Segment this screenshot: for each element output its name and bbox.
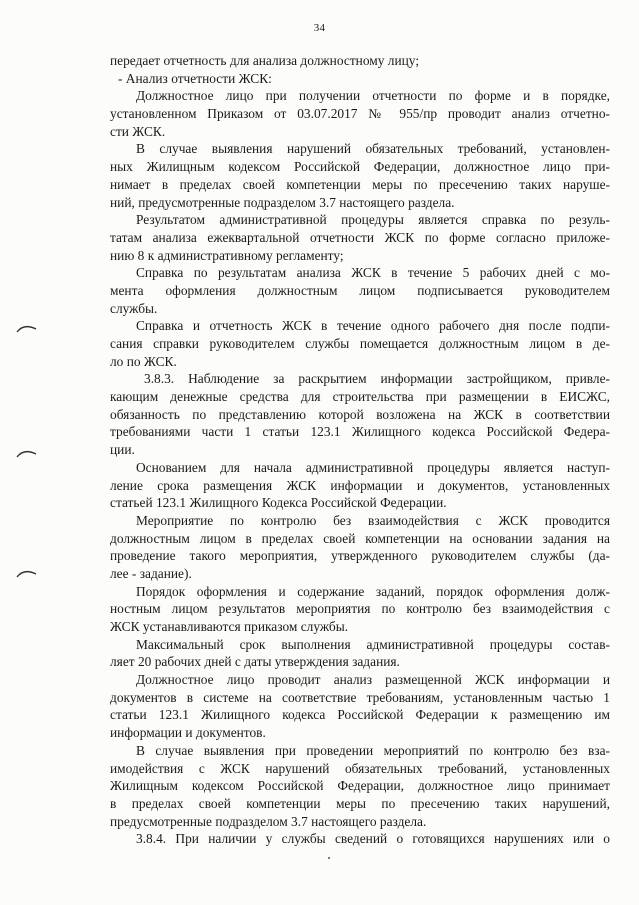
text-line: должностным лицом в пределах своей компетенции на основании задания на xyxy=(110,530,610,546)
text-line: татам анализа ежеквартальной отчетности ЖСК по форме согласно приложе- xyxy=(110,229,610,245)
text-line: ции. xyxy=(110,442,135,458)
text-line: ЖСК устанавливаются приказом службы. xyxy=(110,619,349,634)
text-line: службы. xyxy=(110,300,158,316)
text-line: ностным лицом результатов мероприятия по контролю без взаимодействия с xyxy=(110,601,610,617)
text-line: Должностное лицо при получении отчетности по форме и в порядке, xyxy=(136,88,610,104)
text-line: сти ЖСК. xyxy=(110,123,166,139)
text-line: ний, предусмотренные подразделом 3.7 настоящего раздела. xyxy=(110,194,455,210)
text-line: ление срока размещения ЖСК информации и документов, установленных xyxy=(110,477,610,493)
text-line: Результатом административной процедуры является справка по резуль- xyxy=(136,212,610,228)
page-number: 34 xyxy=(313,22,326,34)
text-line: кающим денежные средства для строительства при размещении в ЕИСЖС, xyxy=(110,389,610,405)
text-line: Максимальный срок выполнения административной процедуры состав- xyxy=(136,636,610,652)
text-line: документов в системе на соответствие требованиям, установленным частью 1 xyxy=(110,689,610,705)
text-line: ных Жилищным кодексом Российской Федерации, должностное лицо при- xyxy=(110,159,610,175)
text-line: ляет 20 рабочих дней с даты утверждения задания. xyxy=(110,654,400,670)
text-line: требованиями части 1 статьи 123.1 Жилищного кодекса Российской Федера- xyxy=(110,424,610,440)
text-line: передает отчетность для анализа должностному лицу; xyxy=(110,53,420,68)
punch-hole-mark xyxy=(16,567,38,579)
text-line: Основанием для начала административной процедуры является наступ- xyxy=(136,459,610,475)
text-line: - Анализ отчетности ЖСК: xyxy=(118,70,272,86)
text-line: В случае выявления нарушений обязательных требований, установлен- xyxy=(136,141,610,157)
text-line: предусмотренные подразделом 3.7 настоящего раздела. xyxy=(110,813,427,829)
text-line: Мероприятие по контролю без взаимодействия с ЖСК проводится xyxy=(136,512,610,528)
text-line: в пределах своей компетенции меры по пресечению таких нарушений, xyxy=(110,795,610,811)
text-line: Жилищным кодексом Российской Федерации, должностное лицо принимает xyxy=(110,778,610,794)
punch-hole-mark xyxy=(16,447,38,459)
text-line: Справка по результатам анализа ЖСК в течение 5 рабочих дней с мо- xyxy=(136,265,610,281)
text-line: мента оформления должностным лицом подписывается руководителем xyxy=(110,282,610,298)
text-line: статьей 123.1 Жилищного Кодекса Российской Федерации. xyxy=(110,495,447,511)
text-line: имодействия с ЖСК нарушений обязательных требований, установленных xyxy=(110,760,610,776)
text-line: проведение такого мероприятия, утвержденного руководителем службы (да- xyxy=(110,548,610,564)
text-line: нимает в пределах своей компетенции меры по пресечению таких наруше- xyxy=(110,176,610,192)
scan-speck xyxy=(328,857,330,859)
text-line: В случае выявления при проведении мероприятий по контролю без вза- xyxy=(136,742,610,758)
text-line: обязанность по представлению которой возложена на ЖСК в соответствии xyxy=(110,406,610,422)
text-line: установленном Приказом от 03.07.2017 № 955/пр проводит анализ отчетно- xyxy=(110,106,610,122)
text-line: 3.8.3. Наблюдение за раскрытием информации застройщиком, привле- xyxy=(144,371,610,387)
text-line: информации и документов. xyxy=(110,725,266,741)
text-line: 3.8.4. При наличии у службы сведений о готовящихся нарушениях или о xyxy=(136,831,610,847)
text-line: лее - задание). xyxy=(110,565,192,581)
text-line: ло по ЖСК. xyxy=(110,353,177,369)
text-line: нию 8 к административному регламенту; xyxy=(110,247,344,263)
text-line: Порядок оформления и содержание заданий, порядок оформления долж- xyxy=(136,583,610,599)
text-line: статьи 123.1 Жилищного кодекса Российской Федерации к размещению им xyxy=(110,707,610,723)
document-body xyxy=(110,52,610,848)
punch-hole-mark xyxy=(16,322,38,334)
text-line: Должностное лицо проводит анализ размещенной ЖСК информации и xyxy=(136,672,610,688)
text-line: сания справки руководителем службы помещается должностным лицом в де- xyxy=(110,336,610,351)
text-line: Справка и отчетность ЖСК в течение одного рабочего дня после подпи- xyxy=(136,318,610,334)
